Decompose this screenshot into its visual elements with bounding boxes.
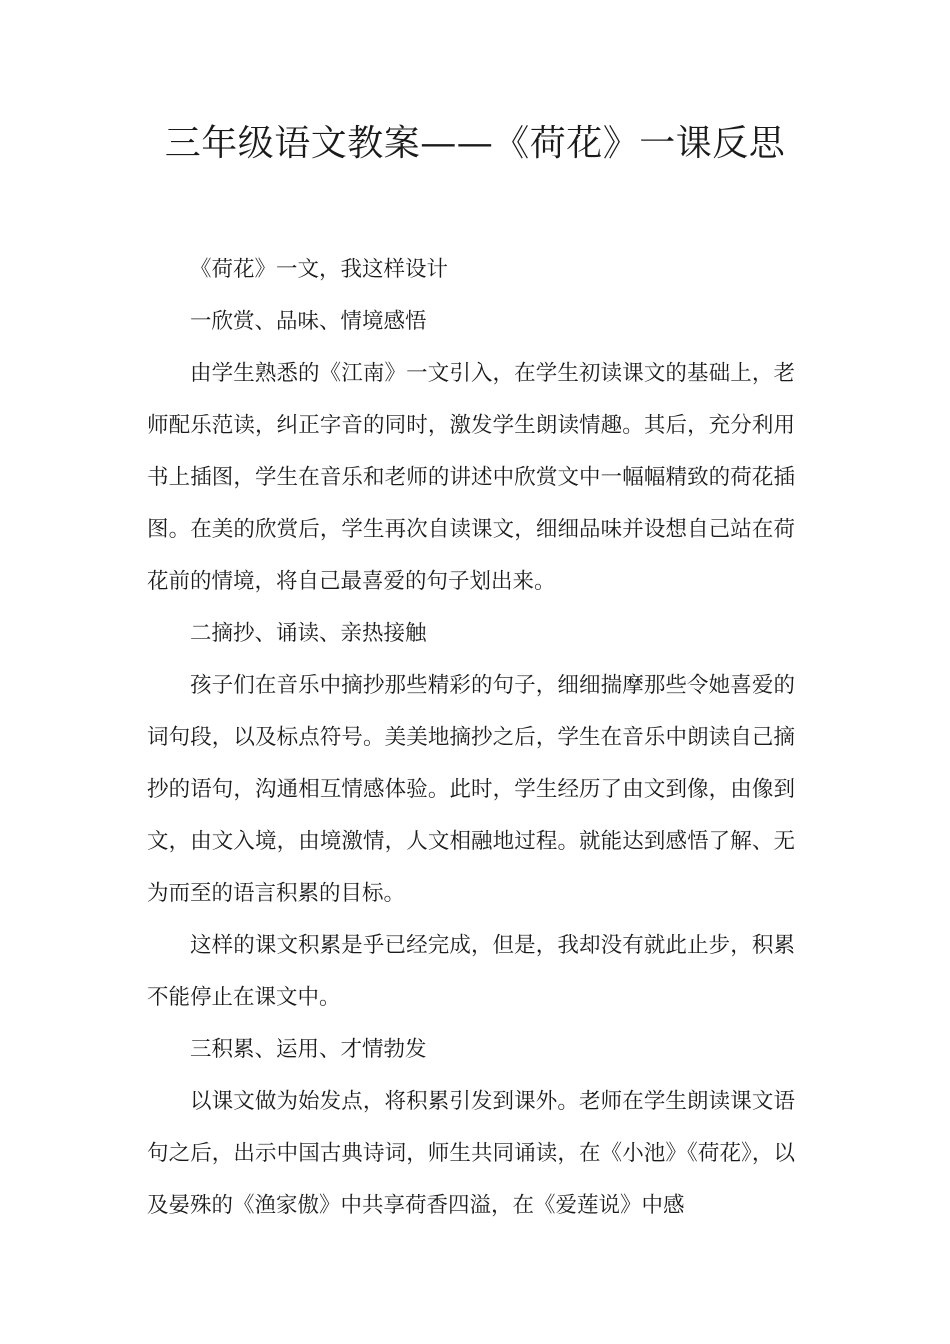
intro-line: 《荷花》一文，我这样设计 bbox=[190, 257, 449, 282]
section-3-paragraph: 以课文做为始发点，将积累引发到课外。老师在学生朗读课文语句之后，出示中国古典诗词，师生共同诵读，在《小池》《荷花》，以及晏殊的《渔家傲》中共享荷香四溢，在《爱莲说》中感 bbox=[147, 1089, 795, 1218]
section-3-heading: 三积累、运用、才情勃发 bbox=[190, 1037, 427, 1062]
section-1-paragraph: 由学生熟悉的《江南》一文引入，在学生初读课文的基础上，老师配乐范读，纠正字音的同时，激发学生朗读情趣。其后，充分利用书上插图，学生在音乐和老师的讲述中欣赏文中一幅幅精致的荷花插图。在美的欣赏后，学生再次自读课文，细细品味并设想自己站在荷花前的情境，将自己最喜爱的句子划出来。 bbox=[147, 361, 795, 594]
document-body bbox=[147, 244, 795, 1232]
section-1-heading: 一欣赏、品味、情境感悟 bbox=[190, 309, 427, 334]
section-2-heading: 二摘抄、诵读、亲热接触 bbox=[190, 621, 427, 646]
transition-paragraph: 这样的课文积累是乎已经完成，但是，我却没有就此止步，积累不能停止在课文中。 bbox=[147, 933, 795, 1010]
document-title: 三年级语文教案——《荷花》一课反思 bbox=[164, 123, 786, 164]
section-2-paragraph: 孩子们在音乐中摘抄那些精彩的句子，细细揣摩那些令她喜爱的词句段，以及标点符号。美美地摘抄之后，学生在音乐中朗读自己摘抄的语句，沟通相互情感体验。此时，学生经历了由文到像，由像到文，由文入境，由境激情，人文相融地过程。就能达到感悟了解、无为而至的语言积累的目标。 bbox=[147, 673, 795, 906]
